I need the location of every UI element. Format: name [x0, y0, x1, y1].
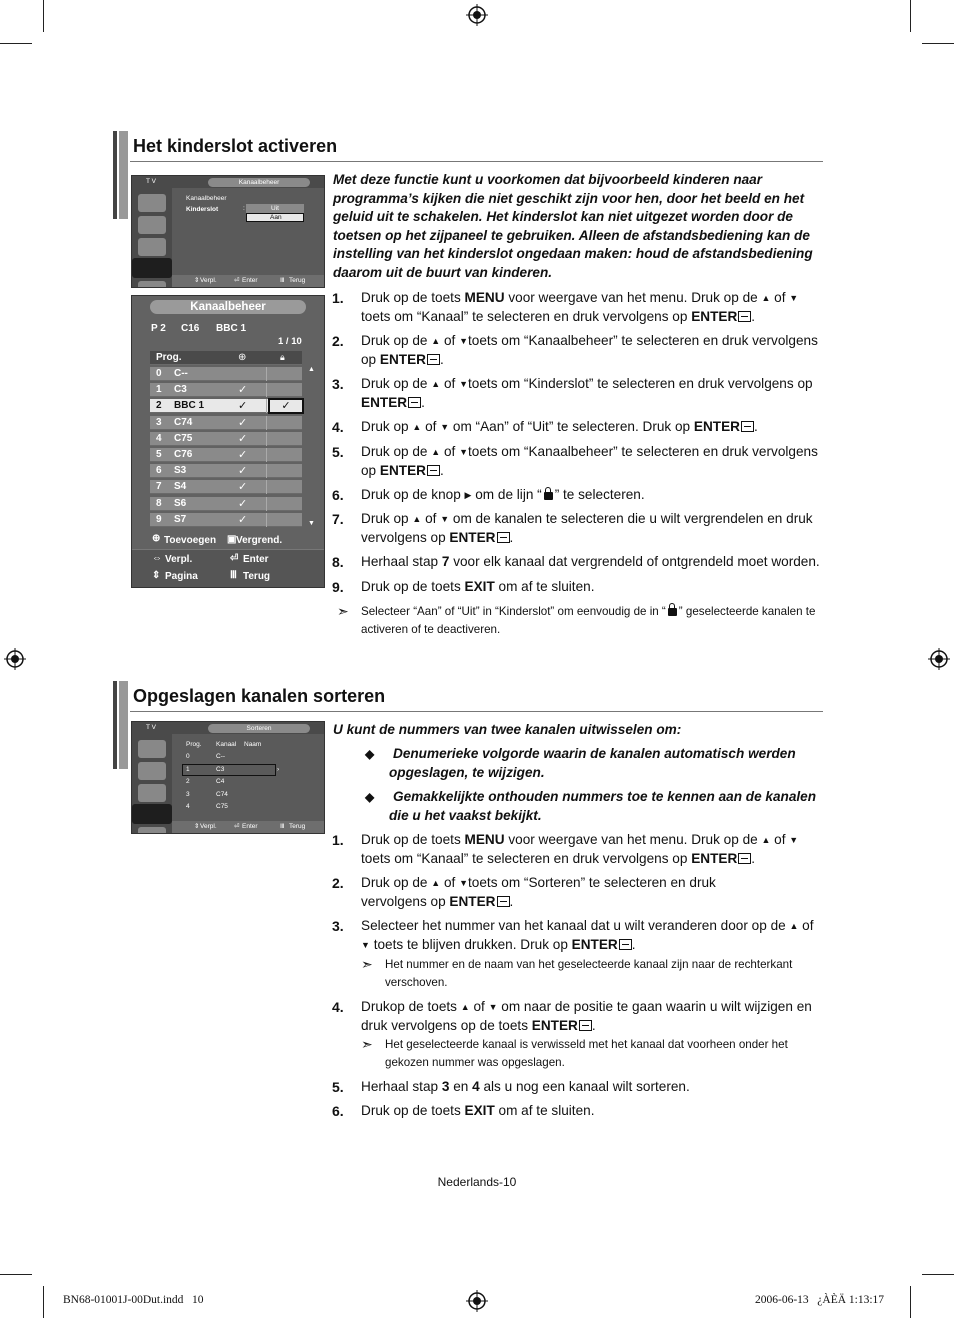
section-title: Het kinderslot activeren: [133, 136, 338, 156]
column-header: Kanaal: [216, 741, 237, 748]
step-item: 1. Druk op de toets MENU voor weergave van het menu. Druk op de ▲ of ▼ toets om “Kanaal” te selecteren en druk vervolgens op ENTER .: [332, 832, 799, 866]
option-aan: Aan: [246, 213, 304, 222]
note-arrow-icon: ➣: [361, 1036, 373, 1052]
tv-menu-kanaalbeheer: [131, 295, 325, 588]
step-number: 4.: [332, 419, 344, 435]
step-item: 2. Druk op de ▲ of ▼toets om “Sorteren” te selecteren en druk vervolgens op ENTER .: [332, 875, 716, 909]
enter-icon: ⏎: [230, 553, 239, 564]
arrow-up-icon: ▲: [412, 422, 422, 432]
table-row[interactable]: 7 S4 ✓: [150, 480, 302, 494]
table-row[interactable]: 3 C74 ✓: [150, 416, 302, 430]
registration-mark-icon: [928, 648, 950, 670]
table-row[interactable]: 8 S6 ✓: [150, 497, 302, 511]
column-header: Prog.: [186, 741, 202, 748]
selection-box: [182, 764, 276, 776]
table-row[interactable]: 1 C3 ✓: [150, 383, 302, 397]
step-item: 3. Druk op de ▲ of ▼toets om “Kinderslot” te selecteren en druk vervolgens op ENTER .: [332, 376, 813, 410]
picture-icon: [138, 194, 166, 212]
step-number: 7.: [332, 511, 344, 527]
add-icon: ⊕: [238, 352, 247, 363]
table-row[interactable]: 9 S7 ✓: [150, 513, 302, 527]
add-label: Toevoegen: [164, 535, 217, 546]
section-title: Opgeslagen kanalen sorteren: [133, 686, 386, 706]
row-channel: C4: [216, 778, 225, 785]
note-arrow-icon: ➣: [361, 956, 373, 972]
arrow-up-icon: ▲: [412, 514, 422, 524]
arrow-down-icon: ▼: [459, 878, 469, 888]
arrow-down-icon: ▼: [440, 422, 450, 432]
channel-name: BBC 1: [216, 323, 247, 334]
crop-mark: [0, 1274, 32, 1275]
tv-label: T V: [146, 178, 156, 185]
setup-icon: [138, 827, 166, 834]
picture-icon: [138, 740, 166, 758]
program-number: P 2: [151, 323, 166, 334]
tv-menu-sorteren: [131, 721, 325, 834]
check-icon: ✓: [238, 513, 248, 526]
step-item: 2. Druk op de ▲ of ▼toets om “Kanaalbeheer” te selecteren en druk vervolgens op ENTER .: [332, 333, 818, 367]
lock-cell[interactable]: [266, 497, 302, 511]
step-number: 8.: [332, 554, 344, 570]
lock-icon: [668, 608, 677, 616]
check-icon: ✓: [238, 465, 248, 478]
add-key-icon: ⊕: [152, 533, 161, 544]
setup-icon: [138, 281, 166, 288]
section-rule: [130, 161, 823, 162]
table-row[interactable]: 0 C--: [150, 367, 302, 381]
sound-icon: [138, 762, 166, 780]
check-icon: ✓: [238, 481, 248, 494]
arrow-down-icon: ▼: [361, 939, 370, 950]
lock-cell[interactable]: [266, 464, 302, 478]
menu-sidebar: [132, 188, 172, 287]
crop-mark: [910, 0, 911, 32]
return-icon: Ⅲ: [230, 570, 237, 581]
step-item: 3. Selecteer het nummer van het kanaal dat u wilt veranderen door op de ▲ of ▼ toets te blijven drukken. Druk op ENTER .: [361, 917, 823, 954]
lock-label: Vergrend.: [236, 535, 283, 546]
check-icon: ✓: [238, 497, 248, 510]
section-rule: [130, 711, 823, 712]
step-number: 5.: [332, 1079, 344, 1095]
bullet-item: ◆ Gemakkelijkte onthouden nummers toe te kennen aan de kanalen die u het vaakst bekijkt.: [365, 789, 817, 823]
file-info: BN68-01001J-00Dut.indd 10: [63, 1294, 204, 1306]
enter-icon: [408, 397, 421, 408]
enter-icon: [497, 896, 510, 907]
arrow-down-icon: ▼: [459, 336, 469, 346]
lock-cell[interactable]: [266, 513, 302, 527]
arrow-up-icon: ▲: [431, 878, 441, 888]
tv-menu-kinderslot: [131, 175, 325, 288]
check-icon: ✓: [238, 384, 248, 397]
page-indicator: 1 / 10: [278, 336, 302, 347]
scroll-up-icon[interactable]: ▲: [308, 366, 315, 373]
arrow-up-icon: ▲: [789, 921, 799, 931]
check-icon: ✓: [238, 449, 248, 461]
crop-mark: [922, 1274, 954, 1275]
enter-icon: ⏎: [234, 277, 240, 284]
lock-cell[interactable]: [266, 416, 302, 430]
table-row[interactable]: 4 C75 ✓: [150, 432, 302, 446]
return-icon: Ⅲ: [280, 277, 285, 284]
row-number: 1: [186, 765, 190, 773]
lock-icon: [544, 492, 553, 500]
crop-mark: [43, 1286, 44, 1318]
menu-item: Kanaalbeheer: [186, 195, 227, 202]
step-item: 1. Druk op de toets MENU voor weergave van het menu. Druk op de ▲ of ▼ toets om “Kanaal” te selecteren en druk vervolgens op ENTER .: [332, 290, 799, 324]
menu-header: [132, 722, 324, 734]
row-channel: C--: [216, 753, 226, 760]
row-number: 0: [186, 753, 190, 760]
column-header: Naam: [244, 741, 262, 748]
menu-title: Kanaalbeheer: [150, 300, 306, 314]
section-bar: [113, 681, 117, 769]
intro-text: U kunt de nummers van twee kanalen uitwisselen om:: [333, 722, 682, 737]
arrow-down-icon: ▼: [789, 835, 799, 845]
step-item: 7. Druk op ▲ of ▼ om de kanalen te selecteren die u wilt vergrendelen en druk vervolgens op ENTER .: [332, 511, 813, 545]
intro-text: Met deze functie kunt u voorkomen dat bijvoorbeeld kinderen naar programma’s kijken die niet geschikt zijn voor hen, door het beeld en het geluid uit te schakelen. Het kinderslot kan niet uitgezet worden door de toetsen op het zijpaneel te gebruiken. Alleen de afstandsbediening kan de instelling van het kinderslot ongedaan maken: houd de afstandsbediening daarom uit de buurt van kinderen.: [333, 172, 813, 280]
lock-cell[interactable]: [266, 480, 302, 494]
diamond-icon: ◆: [365, 790, 375, 804]
section-bar: [113, 131, 117, 219]
arrow-up-icon: ▲: [460, 1002, 470, 1012]
enter-icon: [619, 939, 632, 950]
step-number: 4.: [332, 999, 344, 1015]
option-uit: Uit: [246, 204, 304, 213]
table-row[interactable]: 2 BBC 1 ✓: [150, 399, 302, 413]
step-item: 6. Druk op de knop ▶ om de lijn “ ” te selecteren.: [332, 487, 645, 503]
arrow-up-icon: ▲: [761, 835, 771, 845]
chevron-right-icon: ›: [277, 766, 280, 773]
channel-code: C16: [181, 323, 200, 334]
note-arrow-icon: ➣: [337, 603, 349, 619]
tv-label: T V: [146, 724, 156, 731]
page-number: Nederlands-10: [437, 1175, 517, 1189]
arrow-up-icon: ▲: [431, 379, 441, 389]
enter-icon: [741, 421, 754, 432]
crop-mark: [43, 0, 44, 32]
step-number: 6.: [332, 487, 344, 503]
registration-mark-icon: [4, 648, 26, 670]
timer-icon: [138, 238, 166, 256]
crop-mark: [922, 43, 954, 44]
step-item: 9. Druk op de toets EXIT om af te sluiten.: [332, 579, 595, 595]
arrow-up-icon: ▲: [431, 447, 441, 457]
step-number: 2.: [332, 875, 344, 891]
section-bar: [119, 131, 128, 219]
registration-mark-icon: [466, 4, 488, 26]
row-number: 4: [186, 803, 190, 810]
channel-icon: [132, 258, 172, 278]
enter-icon: [497, 532, 510, 543]
arrow-up-icon: ▲: [431, 336, 441, 346]
step-number: 1.: [332, 290, 344, 306]
step-item: 8. Herhaal stap 7 voor elk kanaal dat vergrendeld of ontgrendeld moet worden.: [332, 554, 820, 570]
step-number: 3.: [332, 918, 344, 934]
menu-header: [132, 176, 324, 188]
crop-mark: [910, 1286, 911, 1318]
arrow-down-icon: ▼: [789, 293, 799, 303]
step-number: 6.: [332, 1103, 344, 1119]
colon-text: :: [243, 205, 245, 212]
menu-item: Kinderslot: [186, 206, 219, 213]
lock-cell[interactable]: [266, 432, 302, 446]
arrow-down-icon: ▼: [459, 447, 469, 457]
step-number: 5.: [332, 444, 344, 460]
arrow-down-icon: ▼: [440, 514, 450, 524]
step-item: 4. Druk op ▲ of ▼ om “Aan” of “Uit” te selecteren. Druk op ENTER .: [332, 419, 758, 435]
tip-note: ➣ Het nummer en de naam van het geselecteerde kanaal zijn naar de rechterkant verschoven.: [361, 956, 793, 989]
row-channel: C3: [216, 765, 225, 773]
step-item: 6. Druk op de toets EXIT om af te sluiten.: [332, 1103, 595, 1119]
enter-icon: [738, 853, 751, 864]
arrow-down-icon: ▼: [459, 379, 469, 389]
tip-note: ➣ Selecteer “Aan” of “Uit” in “Kinderslot” om eenvoudig de in “ ” geselecteerde kanalen te activeren of te deactiveren.: [337, 603, 816, 636]
step-item: 5. Druk op de ▲ of ▼toets om “Kanaalbeheer” te selecteren en druk vervolgens op ENTER .: [332, 444, 818, 478]
crop-mark: [0, 43, 32, 44]
registration-mark-icon: [466, 1290, 488, 1312]
enter-icon: [427, 354, 440, 365]
menu-sidebar: [132, 734, 172, 833]
step-number: 2.: [332, 333, 344, 349]
step-number: 1.: [332, 832, 344, 848]
enter-icon: ⏎: [234, 823, 240, 830]
step-number: 3.: [332, 376, 344, 392]
row-channel: C75: [216, 803, 228, 810]
enter-icon: [579, 1020, 592, 1031]
lock-icon: 🔒︎: [280, 352, 285, 362]
table-row[interactable]: 5 C76 ✓: [150, 448, 302, 462]
check-icon: ✓: [238, 416, 248, 429]
row-number: 3: [186, 790, 190, 798]
lock-cell[interactable]: [266, 367, 302, 381]
menu-footer: ⇔ Verpl. ⏎ Enter ⇕ Pagina Ⅲ Terug: [132, 549, 324, 587]
arrow-down-icon: ▼: [488, 1002, 498, 1012]
section-bar: [119, 681, 128, 769]
bullet-item: ◆ Denumerieke volgorde waarin de kanalen automatisch werden opgeslagen, te wijzigen.: [365, 746, 796, 780]
return-icon: Ⅲ: [280, 823, 285, 830]
arrow-right-icon: ▶: [464, 490, 472, 500]
diamond-icon: ◆: [365, 747, 375, 761]
enter-icon: [427, 465, 440, 476]
step-item: 4. Drukop de toets ▲ of ▼ om naar de positie te gaan waarin u wilt wijzigen en druk vervolgens op de toets ENTER .: [332, 999, 812, 1033]
row-number: 2: [186, 778, 190, 785]
table-row[interactable]: 6 S3 ✓: [150, 464, 302, 478]
tip-note: ➣ Het geselecteerde kanaal is verwisseld met het kanaal dat voorheen onder het gekozen nummer was opgeslagen.: [361, 1036, 788, 1069]
print-date: 2006-06-13 ¿ÀÈÄ 1:13:17: [755, 1294, 885, 1306]
scroll-down-icon[interactable]: ▼: [308, 520, 315, 527]
table-header: Prog. ⊕ 🔒︎: [150, 351, 302, 365]
lock-cell[interactable]: [266, 383, 302, 397]
menu-title: Sorteren: [208, 724, 310, 733]
lock-key-icon: ▣: [227, 534, 237, 545]
step-number: 9.: [332, 579, 344, 595]
check-icon: ✓: [238, 400, 248, 413]
sound-icon: [138, 216, 166, 234]
move-icon: ⇕: [194, 823, 200, 830]
move-icon: ⇕: [194, 277, 200, 284]
channel-icon: [132, 804, 172, 824]
lock-cell[interactable]: [266, 448, 302, 462]
enter-icon: [738, 311, 751, 322]
arrow-up-icon: ▲: [761, 293, 771, 303]
check-icon: ✓: [238, 432, 248, 445]
menu-footer: ⇕ Verpl. ⏎ Enter Ⅲ Terug: [172, 275, 324, 287]
step-item: 5. Herhaal stap 3 en 4 als u nog een kanaal wilt sorteren.: [332, 1079, 690, 1095]
move-icon: ⇔: [152, 553, 162, 564]
row-channel: C74: [216, 790, 228, 798]
timer-icon: [138, 784, 166, 802]
page-icon: ⇕: [152, 570, 161, 581]
menu-title: Kanaalbeheer: [208, 178, 310, 187]
menu-footer: ⇕ Verpl. ⏎ Enter Ⅲ Terug: [172, 821, 324, 833]
lock-selection-box[interactable]: ✓: [268, 398, 304, 414]
